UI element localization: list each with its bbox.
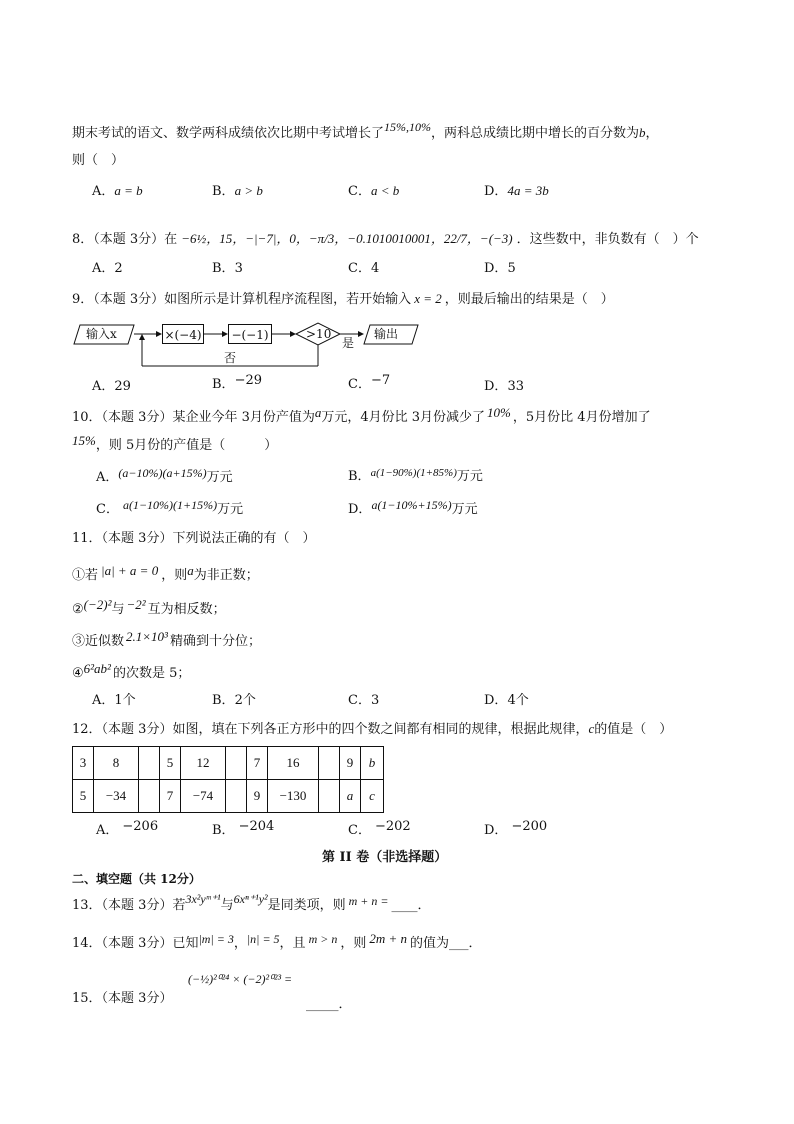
grid-cell: a xyxy=(340,780,361,813)
q8-option-b[interactable]: B．3 xyxy=(212,261,243,276)
q9-option-d[interactable]: D．33 xyxy=(484,379,524,394)
q12-option-a[interactable]: A． −206 xyxy=(96,819,159,838)
grid-cell: 5 xyxy=(73,780,94,813)
q14-stem: 14．（本题 3分）已知|m| = 3，|n| = 5，且 m > n ，则 2m + n 的值为___． xyxy=(72,931,482,951)
q15-answer-blank[interactable]: _____． xyxy=(306,997,352,1012)
q11-option-d[interactable]: D．4个 xyxy=(484,693,529,708)
grid-cell xyxy=(226,747,247,780)
grid-cell: 3 xyxy=(73,747,94,780)
q7-option-b[interactable]: B．a > b xyxy=(212,183,263,199)
q8-stem: 8．（本题 3分）在 −6½，15，−|−7|，0，−π/3，−0.1010010001，22/7，−(−3) ．这些数中，非负数有（ ）个 xyxy=(72,231,699,247)
grid-cell xyxy=(139,780,160,813)
grid-cell: 16 xyxy=(268,747,319,780)
grid-cell: 5 xyxy=(160,747,181,780)
q11-option-a[interactable]: A．1个 xyxy=(92,693,136,708)
q10-stem-line2: 15%，则 5月份的产值是（ ） xyxy=(72,433,278,453)
q10-option-c[interactable]: C． a(1−10%)(1+15%)万元 xyxy=(96,498,244,517)
q11-option-b[interactable]: B．2个 xyxy=(212,693,256,708)
q8-option-c[interactable]: C．4 xyxy=(348,261,380,276)
q15-stem: 15．（本题 3分） xyxy=(72,991,173,1006)
q7-stem-line2: 则（ ） xyxy=(72,153,125,168)
q7-stem-line1: 期末考试的语文、数学两科成绩依次比期中考试增长了15%,10%，两科总成绩比期中增长的百分数为b， xyxy=(72,120,659,141)
q11-stem: 11．（本题 3分）下列说法正确的有（ ） xyxy=(72,531,316,546)
flow-no-label: 否 xyxy=(224,351,237,365)
grid-cell: 9 xyxy=(247,780,268,813)
grid-cell: −130 xyxy=(268,780,319,813)
q12-option-d[interactable]: D． −200 xyxy=(484,819,548,838)
q11-option-c[interactable]: C．3 xyxy=(348,693,380,708)
grid-cell xyxy=(319,747,340,780)
q12-number-grid xyxy=(72,746,384,813)
grid-cell: b xyxy=(361,747,384,780)
q12-option-c[interactable]: C． −202 xyxy=(348,819,411,838)
q7-option-a[interactable]: A．a = b xyxy=(92,183,143,199)
flow-condition-label: >10 xyxy=(306,327,332,341)
q7-option-c[interactable]: C．a < b xyxy=(348,183,400,199)
q11-statement-4: ④6²ab² 的次数是 5； xyxy=(72,661,191,681)
grid-cell: 12 xyxy=(181,747,226,780)
flow-step-subtract: −(−1) xyxy=(228,324,272,344)
q15-expression: (−½)²⁰²⁴ × (−2)²⁰²³ = xyxy=(188,972,293,986)
q8-option-a[interactable]: A．2 xyxy=(92,261,123,276)
q10-stem-line1: 10．（本题 3分）某企业今年 3月份产值为a万元，4月份比 3月份减少了 10% ，5月份比 4月份增加了 xyxy=(72,405,651,425)
grid-cell: c xyxy=(361,780,384,813)
q9-option-c[interactable]: C．−7 xyxy=(348,373,391,392)
flow-output-label: 输出 xyxy=(374,327,399,341)
section-2-title: 第 II 卷（非选择题） xyxy=(322,850,448,865)
grid-cell: 8 xyxy=(94,747,139,780)
grid-cell: 7 xyxy=(160,780,181,813)
q8-number-list: −6½，15，−|−7|，0，−π/3，−0.1010010001，22/7，−(−3) xyxy=(181,231,513,246)
flow-step-multiply: ×(−4) xyxy=(162,324,204,344)
q8-option-d[interactable]: D．5 xyxy=(484,261,516,276)
grid-cell xyxy=(319,780,340,813)
q12-option-b[interactable]: B． −204 xyxy=(212,819,275,838)
q10-option-d[interactable]: D．a(1−10%+15%)万元 xyxy=(348,498,478,517)
q14-answer-tail[interactable]: 的值为___． xyxy=(410,936,482,951)
grid-cell: 9 xyxy=(340,747,361,780)
q7-percent: 15%,10% xyxy=(384,120,432,134)
grid-cell xyxy=(139,747,160,780)
q9-option-b[interactable]: B．−29 xyxy=(212,373,262,392)
grid-cell: 7 xyxy=(247,747,268,780)
flow-yes-label: 是 xyxy=(342,336,355,350)
q13-answer-blank[interactable]: ____． xyxy=(391,898,431,913)
q13-stem: 13．（本题 3分）若3x²yᵐ⁺¹与6xⁿ⁺¹y²是同类项，则 m + n = ____． xyxy=(72,892,431,913)
part-2-heading: 二、填空题（共 12分） xyxy=(72,872,201,886)
flow-input-label: 输入x xyxy=(86,327,117,341)
q9-option-a[interactable]: A．29 xyxy=(92,379,131,394)
q7-option-d[interactable]: D．4a = 3b xyxy=(484,183,549,199)
grid-cell xyxy=(226,780,247,813)
arrowhead-4 xyxy=(358,331,364,337)
grid-cell: −74 xyxy=(181,780,226,813)
q9-stem: 9．（本题 3分）如图所示是计算机程序流程图，若开始输入 x = 2 ，则最后输出的结果是（ ） xyxy=(72,291,614,307)
grid-cell: −34 xyxy=(94,780,139,813)
grid-row-top xyxy=(73,747,384,780)
loop-arrowhead xyxy=(139,334,145,340)
q10-option-b[interactable]: B．$^{a(1-90\%)(1+85\%)}$万元 xyxy=(348,467,483,484)
q11-statement-1: ①若 |a| + a = 0 ，则a为非正数； xyxy=(72,563,259,583)
grid-row-bottom xyxy=(73,780,384,813)
q11-statement-2: ②(−2)²与 −2² 互为相反数； xyxy=(72,597,226,617)
q12-stem: 12．（本题 3分）如图，填在下列各正方形中的四个数之间都有相同的规律，根据此规律，c的值是（ ） xyxy=(72,721,673,737)
q11-statement-3: ③近似数 2.1×10³ 精确到十分位； xyxy=(72,629,261,649)
q10-option-a[interactable]: A．(a−10%)(a+15%)万元 xyxy=(96,466,233,485)
q9-flowchart xyxy=(72,322,432,370)
